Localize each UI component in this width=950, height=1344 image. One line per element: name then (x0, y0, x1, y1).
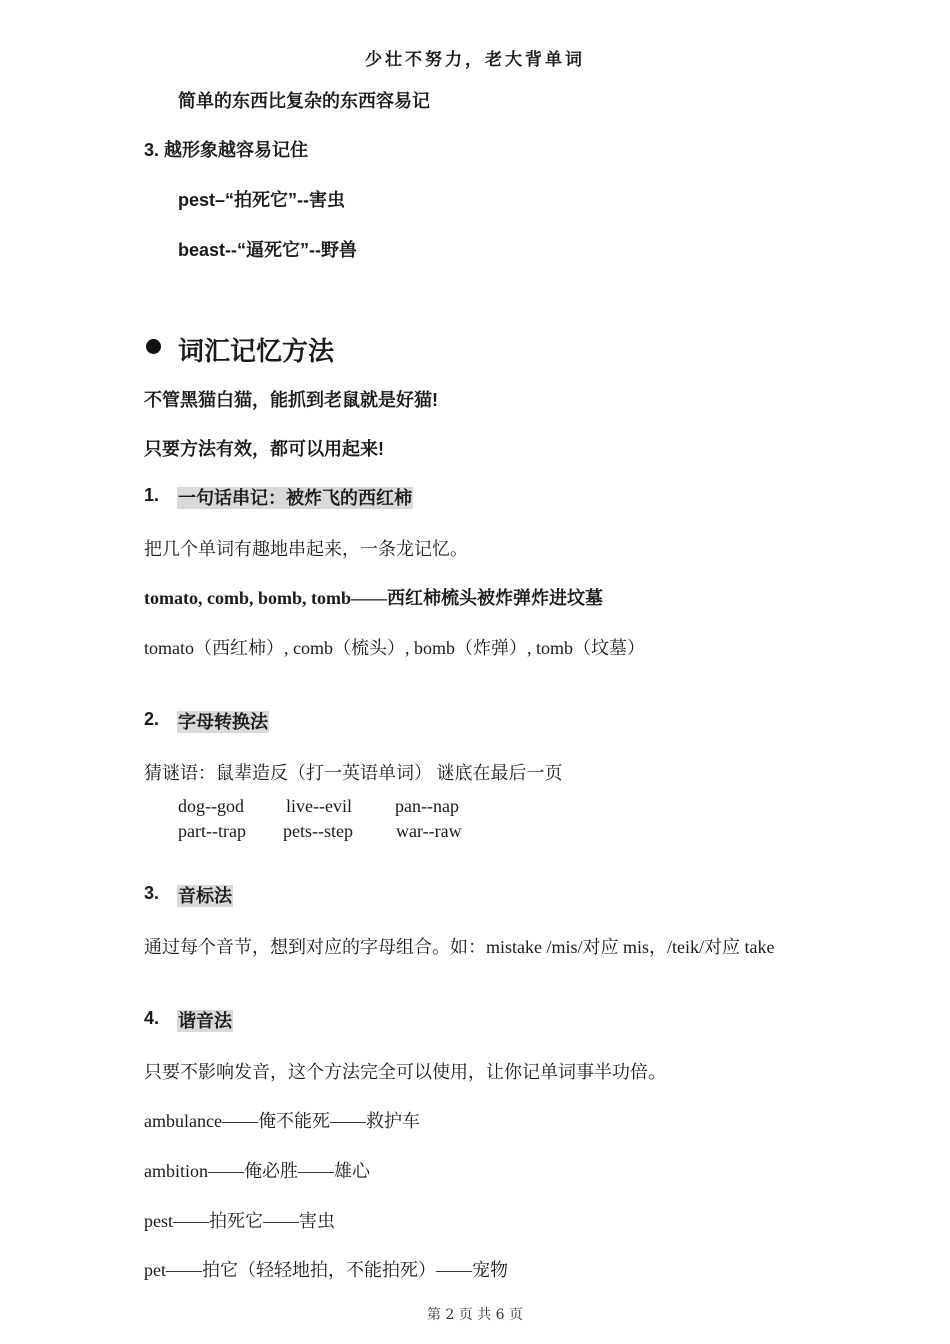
example-pest-2: pest——拍死它——害虫 (144, 1211, 335, 1231)
method-1-title-text: 一句话串记：被炸飞的西红柿 (178, 488, 412, 508)
slogan-1: 不管黑猫白猫，能抓到老鼠就是好猫! (144, 390, 438, 410)
pair-war-raw: war--raw (396, 821, 462, 841)
page-header: 少壮不努力，老大背单词 (365, 50, 585, 70)
intro-line: 简单的东西比复杂的东西容易记 (178, 91, 430, 111)
method-1-number: 1. (144, 485, 160, 505)
method-4-title (177, 1007, 233, 1033)
method-3-desc: 通过每个音节，想到对应的字母组合。如：mistake /mis/对应 mis，/teik/对应 take (144, 937, 775, 957)
method-1-gloss: tomato（西红柿）, comb（梳头）, bomb（炸弹）, tomb（坟墓） (144, 638, 645, 658)
pair-live-evil: live--evil (286, 796, 352, 816)
example-pet: pet——拍它（轻轻地拍，不能拍死）——宠物 (144, 1260, 508, 1280)
method-2-number: 2. (144, 709, 160, 729)
page-footer: 第 2 页 共 6 页 (426, 1307, 524, 1323)
method-4-number: 4. (144, 1008, 160, 1028)
method-1-desc: 把几个单词有趣地串起来，一条龙记忆。 (144, 539, 468, 559)
pair-dog-god: dog--god (178, 796, 244, 816)
method-2-title (177, 708, 269, 734)
method-2-title-text: 字母转换法 (178, 712, 268, 732)
method-3-title (177, 882, 233, 908)
example-ambulance: ambulance——俺不能死——救护车 (144, 1111, 420, 1131)
method-4-title-text: 谐音法 (178, 1011, 232, 1031)
section-title: 词汇记忆方法 (178, 336, 335, 366)
pair-pets-step: pets--step (283, 821, 353, 841)
pair-pan-nap: pan--nap (395, 796, 459, 816)
example-pest: pest–“拍死它”--害虫 (178, 190, 346, 210)
method-1-sentence: tomato, comb, bomb, tomb——西红柿梳头被炸弹炸进坟墓 (144, 588, 603, 608)
method-2-riddle: 猜谜语：鼠辈造反（打一英语单词） 谜底在最后一页 (144, 763, 563, 783)
point-3-heading: 3. 越形象越容易记住 (144, 140, 309, 160)
method-1-title (177, 484, 413, 510)
slogan-2: 只要方法有效，都可以用起来! (144, 439, 384, 459)
example-beast: beast--“逼死它”--野兽 (178, 240, 357, 260)
method-3-title-text: 音标法 (178, 886, 232, 906)
method-4-desc: 只要不影响发音，这个方法完全可以使用，让你记单词事半功倍。 (144, 1062, 666, 1082)
pair-part-trap: part--trap (178, 821, 246, 841)
example-ambition: ambition——俺必胜——雄心 (144, 1161, 370, 1181)
bullet-icon (146, 339, 161, 354)
method-3-number: 3. (144, 883, 160, 903)
